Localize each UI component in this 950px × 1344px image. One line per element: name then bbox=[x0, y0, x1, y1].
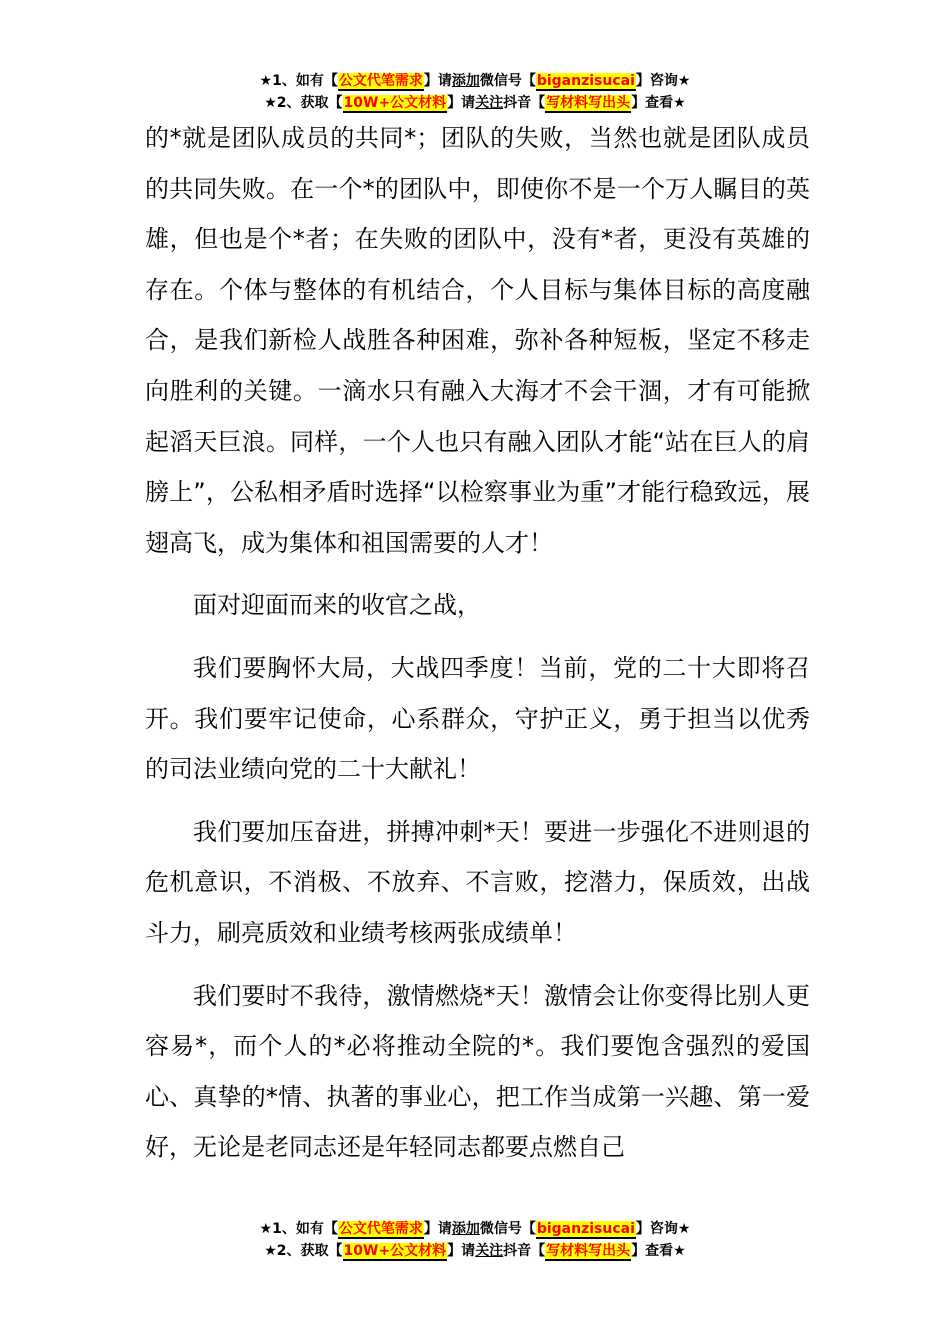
footer-line-2-prefix: ★2、获取【 bbox=[264, 1243, 343, 1259]
footer-line-1 bbox=[0, 1218, 950, 1240]
header-banner bbox=[0, 70, 950, 114]
footer-line-2-underlined: 关注 bbox=[475, 1243, 504, 1259]
header-line-1-highlight-wechat: biganzisucai bbox=[536, 73, 635, 89]
footer-banner bbox=[0, 1218, 950, 1262]
header-line-2-highlight-douyin: 写材料写出头 bbox=[546, 95, 631, 111]
header-line-2-highlight-materials: 10W+公文材料 bbox=[343, 95, 447, 111]
footer-line-2-suffix: 】查看★ bbox=[631, 1243, 686, 1259]
header-line-2-prefix: ★2、获取【 bbox=[264, 95, 343, 111]
header-line-2-mid: 】请 bbox=[447, 95, 476, 111]
footer-line-2-mid2: 抖音【 bbox=[503, 1243, 546, 1259]
document-body bbox=[145, 113, 810, 1185]
header-line-2 bbox=[0, 92, 950, 114]
header-line-1-underlined: 添加 bbox=[451, 73, 480, 89]
header-line-1-suffix: 】咨询★ bbox=[635, 73, 691, 89]
header-line-1 bbox=[0, 70, 950, 92]
footer-line-2-highlight-materials: 10W+公文材料 bbox=[343, 1243, 447, 1259]
header-line-1-highlight-service: 公文代笔需求 bbox=[338, 73, 423, 89]
footer-line-1-prefix: ★1、如有【 bbox=[259, 1221, 338, 1237]
footer-line-1-highlight-service: 公文代笔需求 bbox=[338, 1221, 423, 1237]
header-line-2-underlined: 关注 bbox=[475, 95, 504, 111]
footer-line-2 bbox=[0, 1240, 950, 1262]
footer-line-1-suffix: 】咨询★ bbox=[635, 1221, 691, 1237]
paragraph-1: 的*就是团队成员的共同*；团队的失败，当然也就是团队成员的共同失败。在一个*的团队中，即使你不是一个万人瞩目的英雄，但也是个*者；在失败的团队中，没有*者，更没有英雄的存在。个体与整体的有机结合，个人目标与集体目标的高度融合，是我们新检人战胜各种困难，弥补各种短板，坚定不移走向胜利的关键。一滴水只有融入大海才不会干涸，才有可能掀起滔天巨浪。同样，一个人也只有融入团队才能“站在巨人的肩膀上”，公私相矛盾时选择“以检察事业为重”才能行稳致远，展翅高飞，成为集体和祖国需要的人才！ bbox=[145, 124, 810, 557]
footer-line-1-mid2: 微信号【 bbox=[479, 1221, 536, 1237]
footer-line-2-mid: 】请 bbox=[447, 1243, 476, 1259]
footer-line-1-underlined: 添加 bbox=[451, 1221, 480, 1237]
header-line-1-mid2: 微信号【 bbox=[479, 73, 536, 89]
header-line-2-mid2: 抖音【 bbox=[503, 95, 546, 111]
paragraph-2: 面对迎面而来的收官之战， bbox=[193, 591, 481, 620]
paragraph-5: 我们要时不我待，激情燃烧*天！激情会让你变得比别人更容易*，而个人的*必将推动全院的*。我们要饱含强烈的爱国心、真挚的*情、执著的事业心，把工作当成第一兴趣、第一爱好，无论是老同志还是年轻同志都要点燃自己 bbox=[145, 981, 810, 1162]
paragraph-3: 我们要胸怀大局，大战四季度！当前，党的二十大即将召开。我们要牢记使命，心系群众，守护正义，勇于担当以优秀的司法业绩向党的二十大献礼！ bbox=[145, 653, 810, 784]
footer-line-1-mid: 】请 bbox=[423, 1221, 452, 1237]
paragraph-4: 我们要加压奋进，拼搏冲刺*天！要进一步强化不进则退的危机意识，不消极、不放弃、不言败，挖潜力，保质效，出战斗力，刷亮质效和业绩考核两张成绩单！ bbox=[145, 817, 810, 947]
header-line-1-prefix: ★1、如有【 bbox=[259, 73, 338, 89]
header-line-2-suffix: 】查看★ bbox=[631, 95, 686, 111]
footer-line-1-highlight-wechat: biganzisucai bbox=[536, 1221, 635, 1237]
footer-line-2-highlight-douyin: 写材料写出头 bbox=[546, 1243, 631, 1259]
header-line-1-mid: 】请 bbox=[423, 73, 452, 89]
